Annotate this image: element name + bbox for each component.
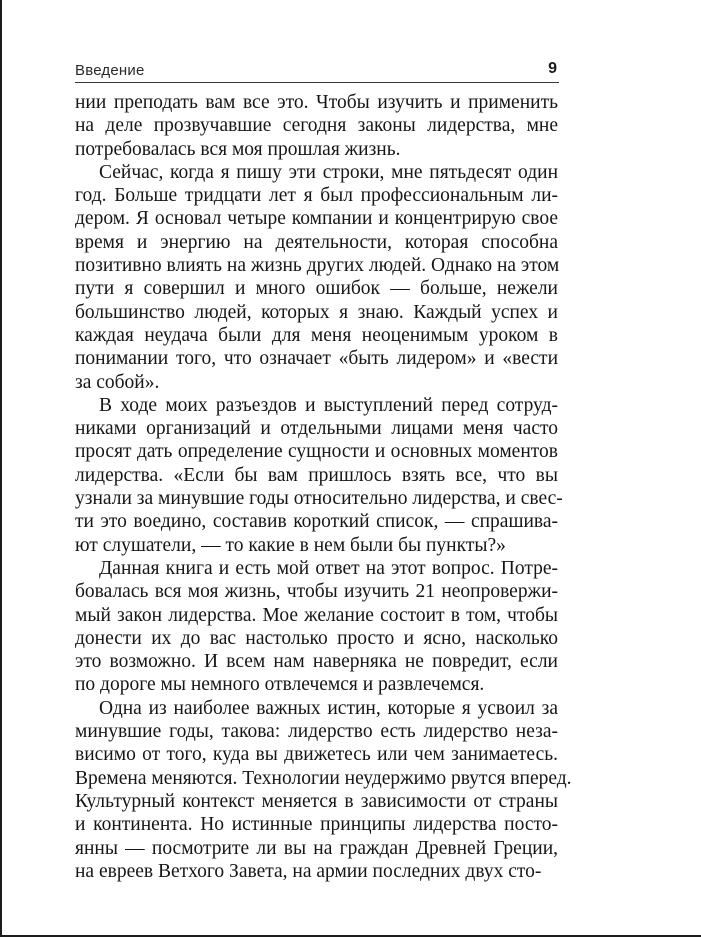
text-line: Сейчас, когда я пишу эти строки, мне пятьдесят один bbox=[99, 161, 558, 183]
text-line: каждая неудача были для меня неоценимым уроком в bbox=[75, 324, 558, 346]
text-line: нии преподать вам все это. Чтобы изучить и применить bbox=[75, 92, 558, 113]
text-line: за собой». bbox=[75, 371, 160, 393]
text-line: Данная книга и есть мой ответ на этот вопрос. Потре- bbox=[99, 557, 558, 579]
text-line: по дороге мы немного отвлечемся и развлечемся. bbox=[75, 674, 485, 696]
text-line: это возможно. И всем нам наверняка не повредит, если bbox=[75, 651, 558, 673]
paragraph bbox=[75, 697, 572, 883]
text-line: потребовалась вся моя прошлая жизнь. bbox=[75, 138, 401, 160]
text-line: янны — посмотрите ли вы на граждан Древней Греции, bbox=[75, 837, 558, 859]
paragraph bbox=[75, 557, 558, 697]
page-frame-left-edge bbox=[0, 0, 2, 935]
text-line: и континента. Но истинные принципы лидерства посто- bbox=[75, 814, 558, 836]
text-line: понимании того, что означает «быть лидером» и «вести bbox=[75, 348, 558, 370]
page-number: 9 bbox=[548, 60, 557, 77]
text-line: Одна из наиболее важных истин, которые я усвоил за bbox=[99, 697, 558, 719]
text-line: узнали за минувшие годы относительно лидерства, и свес- bbox=[75, 488, 563, 510]
section-title: Введение bbox=[75, 62, 145, 79]
text-line: донести их до вас настолько просто и ясно, насколько bbox=[75, 627, 558, 649]
text-line: никами организаций и отдельными лицами меня часто bbox=[75, 418, 558, 440]
text-line: на деле прозвучавшие сегодня законы лидерства, мне bbox=[75, 115, 558, 137]
paragraph bbox=[75, 394, 563, 557]
text-line: висимо от того, куда вы движетесь или чем занимаетесь. bbox=[75, 744, 558, 766]
text-line: В ходе моих разъездов и выступлений перед сотруд- bbox=[99, 394, 558, 416]
text-line: пути я совершил и много ошибок — больше, нежели bbox=[75, 278, 558, 300]
text-line: минувшие годы, такова: лидерство есть лидерство неза- bbox=[75, 721, 558, 743]
text-line: время и энергию на деятельности, которая способна bbox=[75, 231, 558, 253]
header-divider bbox=[75, 82, 559, 83]
body-text bbox=[75, 91, 572, 883]
text-line: просят дать определение сущности и основных моментов bbox=[75, 441, 558, 463]
text-line: Культурный контекст меняется в зависимости от страны bbox=[75, 790, 558, 812]
text-line: большинство людей, которых я знаю. Каждый успех и bbox=[75, 301, 558, 323]
paragraph bbox=[75, 161, 558, 394]
text-line: Времена меняются. Технологии неудержимо рвутся вперед. bbox=[75, 767, 572, 789]
text-line: год. Больше тридцати лет я был профессиональным ли- bbox=[75, 185, 558, 207]
text-line: на евреев Ветхого Завета, на армии последних двух сто- bbox=[75, 860, 542, 882]
text-line: ют слушатели, — то какие в нем были бы пункты?» bbox=[75, 534, 506, 556]
text-line: позитивно влиять на жизнь других людей. Однако на этом bbox=[75, 255, 560, 277]
text-line: лидерства. «Если бы вам пришлось взять все, что вы bbox=[75, 464, 558, 486]
text-line: бовалась вся моя жизнь, чтобы изучить 21 неопровержи- bbox=[75, 581, 558, 603]
text-line: ти это воедино, составив короткий список, — спрашива- bbox=[75, 511, 558, 533]
paragraph bbox=[75, 91, 558, 161]
text-line: дером. Я основал четыре компании и концентрирую свое bbox=[75, 208, 558, 230]
text-line: мый закон лидерства. Мое желание состоит в том, чтобы bbox=[75, 604, 558, 626]
running-head bbox=[75, 60, 559, 82]
